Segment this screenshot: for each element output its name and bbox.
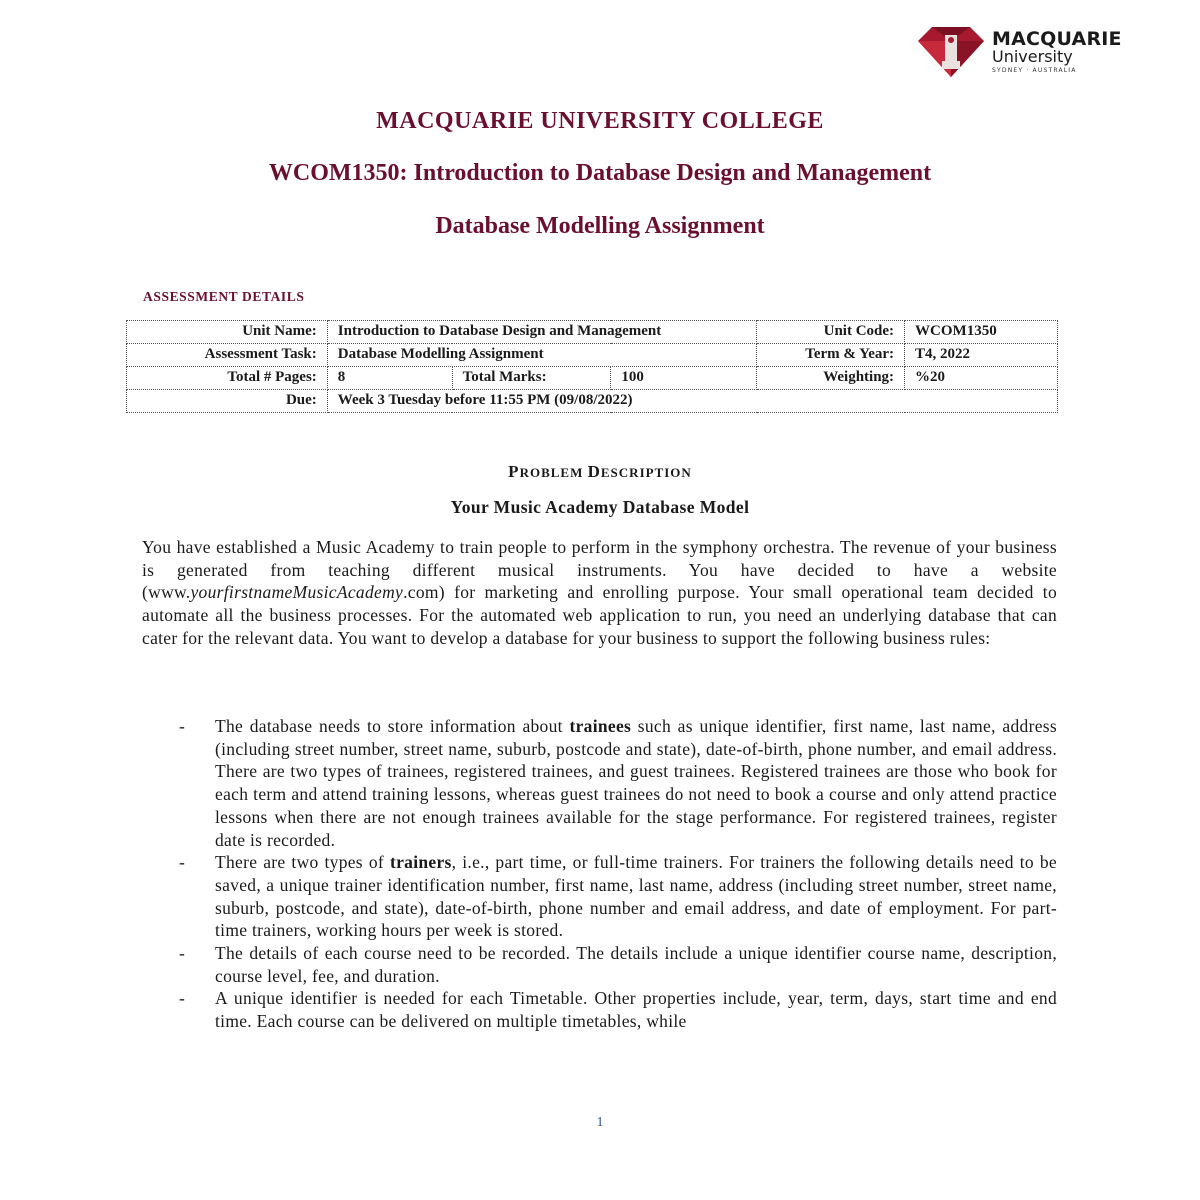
problem-description-heading: PROBLEM DESCRIPTION	[508, 462, 692, 481]
table-row	[127, 390, 1058, 413]
assessment-details-heading: ASSESSMENT DETAILS	[143, 289, 305, 304]
due-value: Week 3 Tuesday before 11:55 PM (09/08/2022)	[327, 390, 1057, 413]
table-row	[127, 367, 1058, 390]
university-logo	[918, 27, 1148, 79]
due-label: Due:	[127, 390, 328, 413]
unit-code-value: WCOM1350	[905, 321, 1058, 344]
term-year-value: T4, 2022	[905, 344, 1058, 367]
course-title: WCOM1350: Introduction to Database Design and Management	[268, 160, 932, 186]
assessment-task-label: Assessment Task:	[127, 344, 328, 367]
total-marks-value: 100	[611, 367, 757, 390]
business-rules-list	[142, 715, 1057, 1033]
term-year-label: Term & Year:	[757, 344, 905, 367]
list-item: - A unique identifier is needed for each Timetable. Other properties include, year, term, days, start time and end time. Each course can be delivered on multiple timetables, while	[179, 988, 1057, 1032]
unit-code-label: Unit Code:	[757, 321, 905, 344]
logo-wordmark: MACQUARIE	[992, 28, 1122, 50]
unit-name-value: Introduction to Database Design and Management	[327, 321, 756, 344]
total-marks-label: Total Marks:	[452, 367, 611, 390]
weighting-label: Weighting:	[757, 367, 905, 390]
weighting-value: %20	[905, 367, 1058, 390]
list-item: - There are two types of trainers, i.e., part time, or full-time trainers. For trainers the following details need to be saved, a unique trainer identification number, first name, last name, address (including street number, street name, suburb, postcode, and state), date-of-birth, phone number and email address, and date of employment. For part-time trainers, working hours per week is stored.	[179, 852, 1057, 941]
assignment-title: Database Modelling Assignment	[435, 213, 765, 239]
lighthouse-crest-icon	[918, 27, 984, 77]
list-item: - The details of each course need to be recorded. The details include a unique identifier course name, description, course level, fee, and duration.	[179, 943, 1057, 986]
unit-name-label: Unit Name:	[127, 321, 328, 344]
list-item: - The database needs to store information about trainees such as unique identifier, first name, last name, address (including street number, street name, suburb, postcode and state), date-of-birth, phone number, and email address. There are two types of trainees, registered trainees, and guest trainees. Registered trainees are those who book for each term and attend training lessons, whereas guest trainees do not need to book a course and only attend practice lessons when there are not enough trainees available for the stage performance. For registered trainees, register date is recorded.	[179, 716, 1058, 850]
intro-paragraph: You have established a Music Academy to train people to perform in the symphony orchestra. The revenue of your business is generated from teaching different musical instruments. You have decided to have a website (www.yourfirstnameMusicAcademy.com) for marketing and enrolling purpose. Your small operational team decided to automate all the business processes. For the automated web application to run, you need an underlying database that can cater for the relevant data. You want to develop a database for your business to support the following business rules:	[142, 537, 1057, 648]
page-number: 1	[596, 1115, 604, 1130]
table-row	[127, 321, 1058, 344]
assessment-task-value: Database Modelling Assignment	[327, 344, 756, 367]
total-pages-label: Total # Pages:	[127, 367, 328, 390]
logo-university: University	[992, 47, 1073, 66]
total-pages-value: 8	[327, 367, 452, 390]
logo-location: SYDNEY · AUSTRALIA	[992, 67, 1077, 74]
problem-subtitle: Your Music Academy Database Model	[450, 497, 750, 517]
college-title: MACQUARIE UNIVERSITY COLLEGE	[376, 108, 824, 134]
table-row	[127, 344, 1058, 367]
assessment-details-table	[126, 320, 1058, 413]
